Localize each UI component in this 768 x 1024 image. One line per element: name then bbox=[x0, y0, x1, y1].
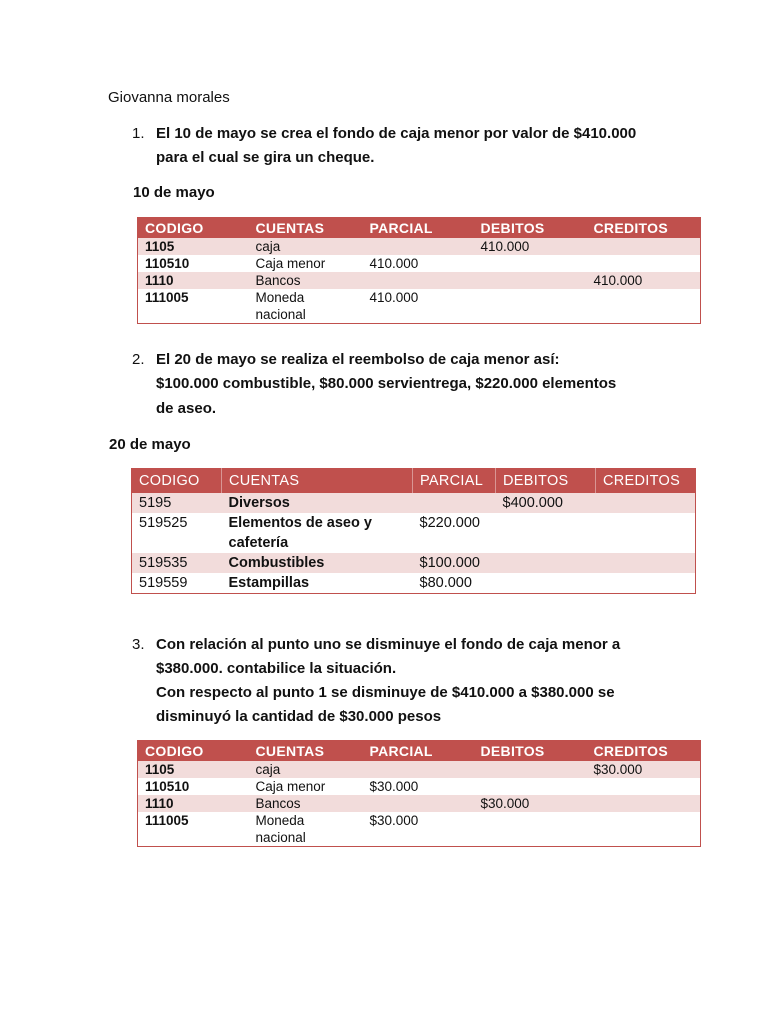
cell-cuenta: Bancos bbox=[249, 272, 363, 289]
cell-codigo: 1105 bbox=[138, 761, 249, 778]
cell-cuenta: Combustibles bbox=[222, 553, 413, 573]
cell-codigo: 110510 bbox=[145, 256, 190, 271]
cell-codigo: 1110 bbox=[138, 272, 249, 289]
header-codigo: CODIGO bbox=[138, 741, 249, 762]
header-debitos: DEBITOS bbox=[474, 741, 587, 762]
cell-codigo: 111005 bbox=[145, 290, 189, 305]
cell-codigo: 111005 bbox=[145, 813, 189, 828]
cell-cuenta: Estampillas bbox=[228, 575, 310, 591]
header-debitos: DEBITOS bbox=[474, 218, 587, 239]
cell-debitos bbox=[496, 573, 596, 594]
table-row bbox=[132, 513, 696, 553]
cell-parcial: $220.000 bbox=[419, 515, 480, 531]
cell-creditos bbox=[596, 513, 696, 553]
ledger-table-3 bbox=[137, 740, 701, 847]
cell-creditos: $30.000 bbox=[587, 761, 701, 778]
cell-debitos bbox=[496, 513, 596, 553]
table-header-row bbox=[132, 469, 696, 494]
table-row bbox=[138, 778, 701, 795]
heading-10-mayo: 10 de mayo bbox=[133, 184, 215, 201]
cell-creditos bbox=[587, 289, 701, 324]
header-debitos: DEBITOS bbox=[496, 469, 596, 494]
cell-codigo: 1105 bbox=[138, 238, 249, 255]
cell-cuenta: Caja menor bbox=[255, 779, 326, 794]
item-1-number: 1. bbox=[132, 125, 145, 142]
cell-cuenta-text: Elementos de aseo y cafetería bbox=[228, 515, 372, 551]
header-creditos: CREDITOS bbox=[596, 469, 696, 494]
table-row bbox=[138, 238, 701, 255]
header-cuentas: CUENTAS bbox=[249, 741, 363, 762]
table-row bbox=[138, 761, 701, 778]
table-row bbox=[138, 289, 701, 324]
item-1-line-1: El 10 de mayo se crea el fondo de caja menor por valor de $410.000 bbox=[156, 125, 637, 142]
cell-creditos bbox=[587, 238, 701, 255]
cell-creditos bbox=[587, 778, 701, 795]
cell-creditos bbox=[596, 573, 696, 594]
cell-creditos bbox=[596, 493, 696, 513]
cell-cuenta: caja bbox=[249, 761, 363, 778]
cell-parcial bbox=[363, 795, 474, 812]
cell-cuenta bbox=[249, 289, 363, 324]
cell-codigo: 1110 bbox=[138, 795, 249, 812]
cell-debitos bbox=[474, 289, 587, 324]
header-parcial: PARCIAL bbox=[413, 469, 496, 494]
cell-parcial: 410.000 bbox=[369, 256, 419, 271]
table-row bbox=[138, 812, 701, 847]
ledger-table-2 bbox=[131, 468, 696, 594]
cell-debitos bbox=[496, 553, 596, 573]
cell-cuenta: caja bbox=[249, 238, 363, 255]
cell-cuenta: Bancos bbox=[249, 795, 363, 812]
cell-cuenta-text: Moneda nacional bbox=[255, 813, 306, 845]
header-codigo: CODIGO bbox=[138, 218, 249, 239]
cell-parcial: $30.000 bbox=[369, 813, 419, 828]
cell-cuenta: Caja menor bbox=[255, 256, 326, 271]
cell-creditos bbox=[587, 795, 701, 812]
header-parcial: PARCIAL bbox=[363, 741, 474, 762]
author-name: Giovanna morales bbox=[108, 89, 230, 106]
cell-codigo: 519559 bbox=[139, 575, 188, 591]
cell-parcial: 410.000 bbox=[369, 290, 419, 305]
header-creditos: CREDITOS bbox=[587, 218, 701, 239]
item-2-number: 2. bbox=[132, 351, 145, 368]
table-header-row bbox=[138, 218, 701, 239]
cell-codigo: 519535 bbox=[132, 553, 222, 573]
cell-codigo: 519525 bbox=[139, 515, 188, 531]
cell-debitos: $400.000 bbox=[496, 493, 596, 513]
item-3-line-1: Con relación al punto uno se disminuye el fondo de caja menor a bbox=[156, 636, 621, 653]
item-2-line-1: El 20 de mayo se realiza el reembolso de caja menor así: bbox=[156, 351, 560, 368]
heading-20-mayo: 20 de mayo bbox=[109, 436, 191, 453]
item-2-line-2: $100.000 combustible, $80.000 servientrega, $220.000 elementos bbox=[156, 375, 617, 392]
header-cuentas: CUENTAS bbox=[249, 218, 363, 239]
cell-parcial: $100.000 bbox=[413, 553, 496, 573]
item-3-number: 3. bbox=[132, 636, 145, 653]
cell-debitos bbox=[474, 812, 587, 847]
header-creditos: CREDITOS bbox=[587, 741, 701, 762]
item-3-line-3: Con respecto al punto 1 se disminuye de $410.000 a $380.000 se bbox=[156, 684, 615, 701]
item-2-line-3: de aseo. bbox=[156, 400, 217, 417]
cell-codigo: 5195 bbox=[132, 493, 222, 513]
table-header-row bbox=[138, 741, 701, 762]
cell-debitos bbox=[474, 778, 587, 795]
table-row bbox=[132, 573, 696, 594]
cell-debitos bbox=[474, 761, 587, 778]
table-row bbox=[138, 795, 701, 812]
cell-cuenta-text: Moneda nacional bbox=[255, 290, 306, 322]
item-1-line-2: para el cual se gira un cheque. bbox=[156, 149, 375, 166]
cell-parcial: $80.000 bbox=[419, 575, 472, 591]
cell-cuenta bbox=[249, 812, 363, 847]
cell-parcial bbox=[363, 761, 474, 778]
cell-parcial bbox=[363, 272, 474, 289]
cell-cuenta: Diversos bbox=[222, 493, 413, 513]
cell-creditos: 410.000 bbox=[587, 272, 701, 289]
header-cuentas: CUENTAS bbox=[222, 469, 413, 494]
table-row bbox=[132, 493, 696, 513]
cell-creditos bbox=[596, 553, 696, 573]
cell-debitos bbox=[474, 255, 587, 272]
cell-creditos bbox=[587, 255, 701, 272]
cell-codigo: 110510 bbox=[145, 779, 190, 794]
table-row bbox=[138, 255, 701, 272]
ledger-table-1 bbox=[137, 217, 701, 324]
cell-parcial bbox=[413, 493, 496, 513]
cell-creditos bbox=[587, 812, 701, 847]
item-3-line-4: disminuyó la cantidad de $30.000 pesos bbox=[156, 708, 442, 725]
cell-cuenta bbox=[222, 513, 413, 553]
header-parcial: PARCIAL bbox=[363, 218, 474, 239]
header-codigo: CODIGO bbox=[132, 469, 222, 494]
cell-parcial: $30.000 bbox=[369, 779, 419, 794]
item-3-line-2: $380.000. contabilice la situación. bbox=[156, 660, 397, 677]
cell-debitos: 410.000 bbox=[474, 238, 587, 255]
cell-debitos bbox=[474, 272, 587, 289]
cell-parcial bbox=[363, 238, 474, 255]
table-row bbox=[138, 272, 701, 289]
cell-debitos: $30.000 bbox=[474, 795, 587, 812]
table-row bbox=[132, 553, 696, 573]
